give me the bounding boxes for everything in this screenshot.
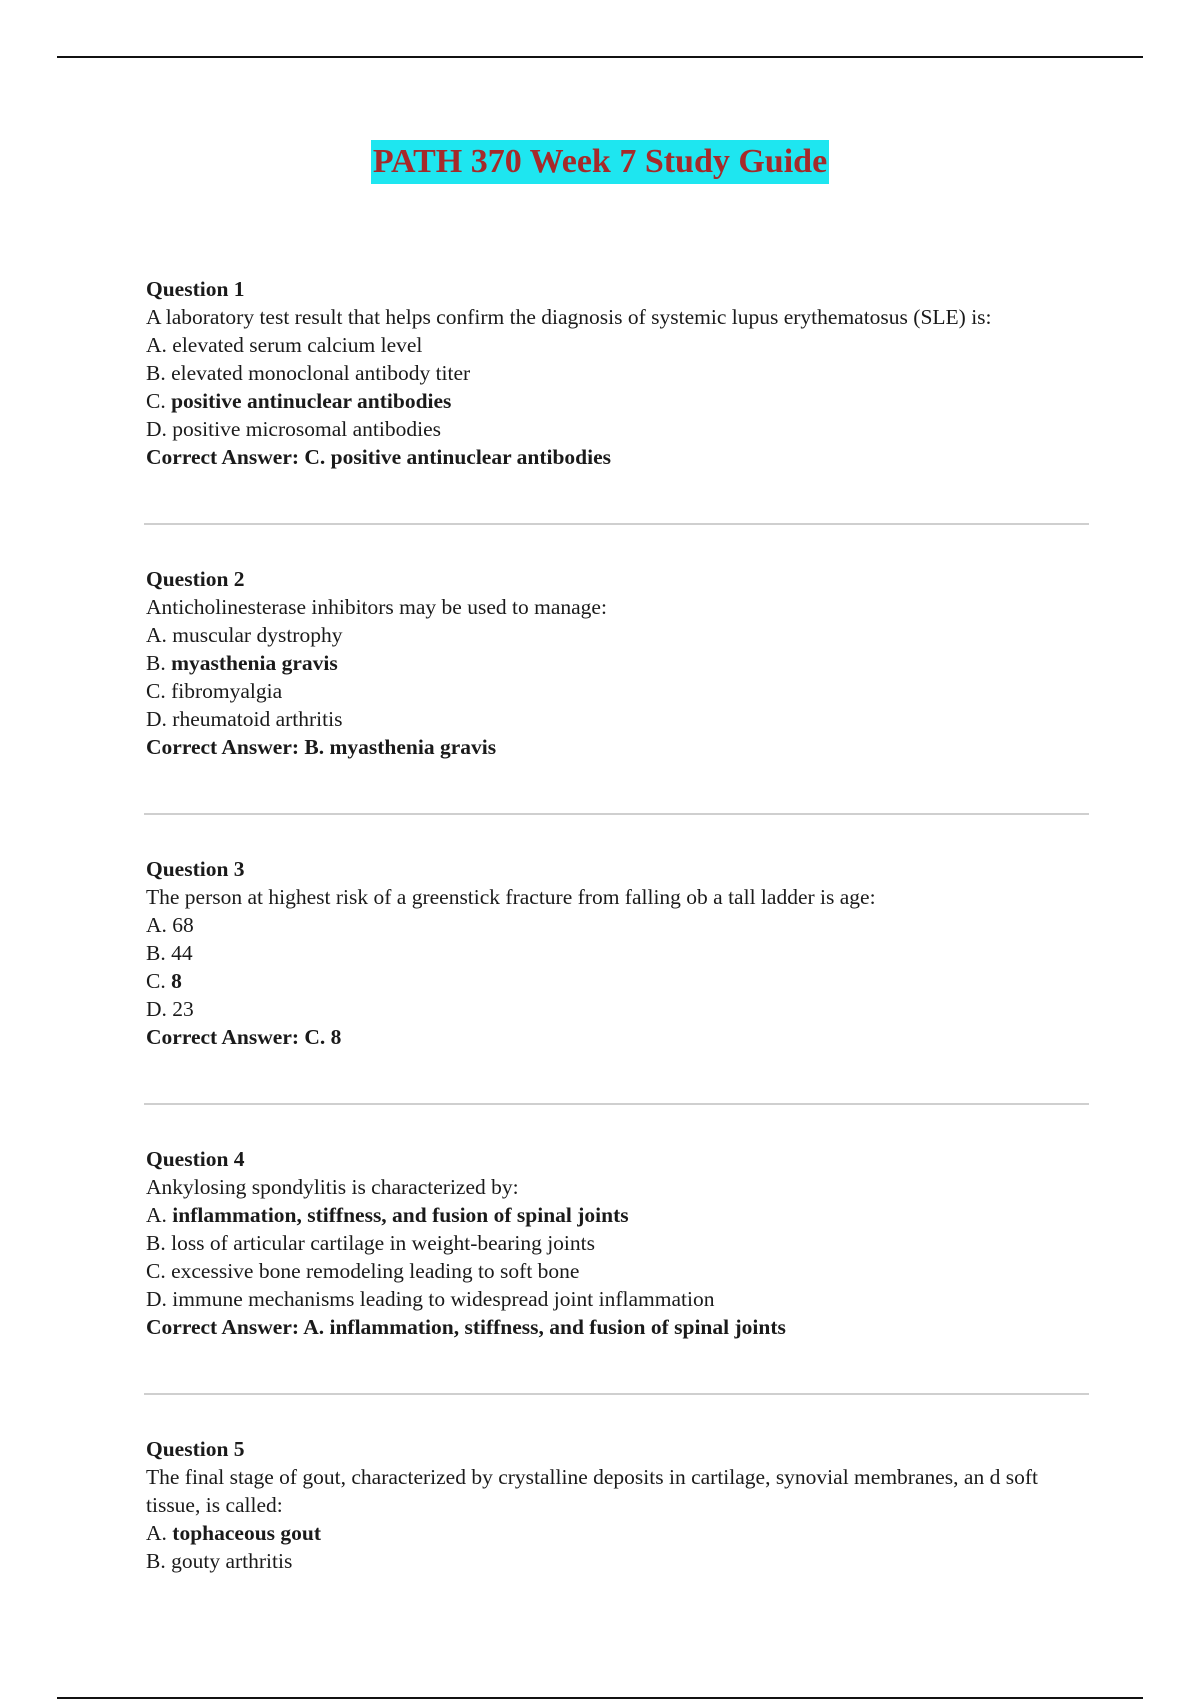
option-text: 44 <box>171 941 193 965</box>
option-d <box>146 1285 1091 1313</box>
option-letter: D. <box>146 1287 167 1311</box>
option-a <box>146 1201 1091 1229</box>
question-text: A laboratory test result that helps confirm the diagnosis of systemic lupus erythematosus (SLE) is: <box>146 305 992 329</box>
option-text: excessive bone remodeling leading to soft bone <box>171 1259 580 1283</box>
option-c <box>146 1257 1091 1285</box>
option-text: elevated serum calcium level <box>172 333 423 357</box>
question-5 <box>146 1435 1091 1575</box>
question-3 <box>146 855 1091 1051</box>
option-text: 68 <box>172 913 194 937</box>
option-a <box>146 331 1091 359</box>
question-heading: Question 5 <box>146 1437 245 1461</box>
question-heading: Question 3 <box>146 857 245 881</box>
option-text: tophaceous gout <box>172 1521 322 1545</box>
option-letter: C. <box>146 1259 166 1283</box>
option-text: myasthenia gravis <box>171 651 338 675</box>
question-4 <box>146 1145 1091 1341</box>
option-c <box>146 387 1091 415</box>
option-letter: C. <box>146 389 166 413</box>
option-text: fibromyalgia <box>171 679 283 703</box>
top-rule <box>57 56 1143 58</box>
option-letter: A. <box>146 1521 167 1545</box>
option-b <box>146 1229 1091 1257</box>
option-text: positive antinuclear antibodies <box>171 389 452 413</box>
question-1 <box>146 275 1091 471</box>
question-text: Anticholinesterase inhibitors may be used to manage: <box>146 595 607 619</box>
option-b <box>146 1547 1091 1575</box>
option-letter: B. <box>146 361 166 385</box>
option-letter: A. <box>146 913 167 937</box>
correct-answer: Correct Answer: C. 8 <box>146 1025 342 1049</box>
option-text: elevated monoclonal antibody titer <box>171 361 471 385</box>
option-text: muscular dystrophy <box>172 623 343 647</box>
correct-answer: Correct Answer: B. myasthenia gravis <box>146 735 497 759</box>
correct-answer: Correct Answer: C. positive antinuclear antibodies <box>146 445 612 469</box>
option-a <box>146 911 1091 939</box>
option-letter: B. <box>146 1231 166 1255</box>
option-letter: D. <box>146 997 167 1021</box>
option-text: inflammation, stiffness, and fusion of spinal joints <box>172 1203 629 1227</box>
question-heading: Question 1 <box>146 277 245 301</box>
option-a <box>146 621 1091 649</box>
title-wrap <box>0 140 1200 184</box>
option-c <box>146 677 1091 705</box>
option-letter: B. <box>146 941 166 965</box>
question-heading: Question 4 <box>146 1147 245 1171</box>
question-text: Ankylosing spondylitis is characterized by: <box>146 1175 519 1199</box>
option-b <box>146 359 1091 387</box>
bottom-rule <box>57 1697 1143 1699</box>
option-text: gouty arthritis <box>171 1549 293 1573</box>
option-letter: B. <box>146 1549 166 1573</box>
option-d <box>146 415 1091 443</box>
option-text: positive microsomal antibodies <box>172 417 441 441</box>
option-letter: A. <box>146 333 167 357</box>
option-letter: D. <box>146 707 167 731</box>
option-letter: C. <box>146 679 166 703</box>
option-letter: C. <box>146 969 166 993</box>
correct-answer: Correct Answer: A. inflammation, stiffness, and fusion of spinal joints <box>146 1315 786 1339</box>
option-b <box>146 649 1091 677</box>
question-2 <box>146 565 1091 761</box>
option-text: immune mechanisms leading to widespread joint inflammation <box>172 1287 715 1311</box>
option-c <box>146 967 1091 995</box>
option-text: rheumatoid arthritis <box>172 707 343 731</box>
option-a <box>146 1519 1091 1547</box>
question-list <box>146 275 1091 1575</box>
option-text: loss of articular cartilage in weight-bearing joints <box>171 1231 595 1255</box>
question-text: The final stage of gout, characterized by crystalline deposits in cartilage, synovial membranes, an d soft tissue, is called: <box>146 1465 1038 1517</box>
option-letter: A. <box>146 1203 167 1227</box>
question-heading: Question 2 <box>146 567 245 591</box>
option-b <box>146 939 1091 967</box>
page-title: PATH 370 Week 7 Study Guide <box>371 140 829 184</box>
option-letter: B. <box>146 651 166 675</box>
option-letter: A. <box>146 623 167 647</box>
question-text: The person at highest risk of a greenstick fracture from falling ob a tall ladder is age: <box>146 885 876 909</box>
option-d <box>146 705 1091 733</box>
option-text: 23 <box>172 997 194 1021</box>
option-d <box>146 995 1091 1023</box>
option-letter: D. <box>146 417 167 441</box>
option-text: 8 <box>171 969 182 993</box>
